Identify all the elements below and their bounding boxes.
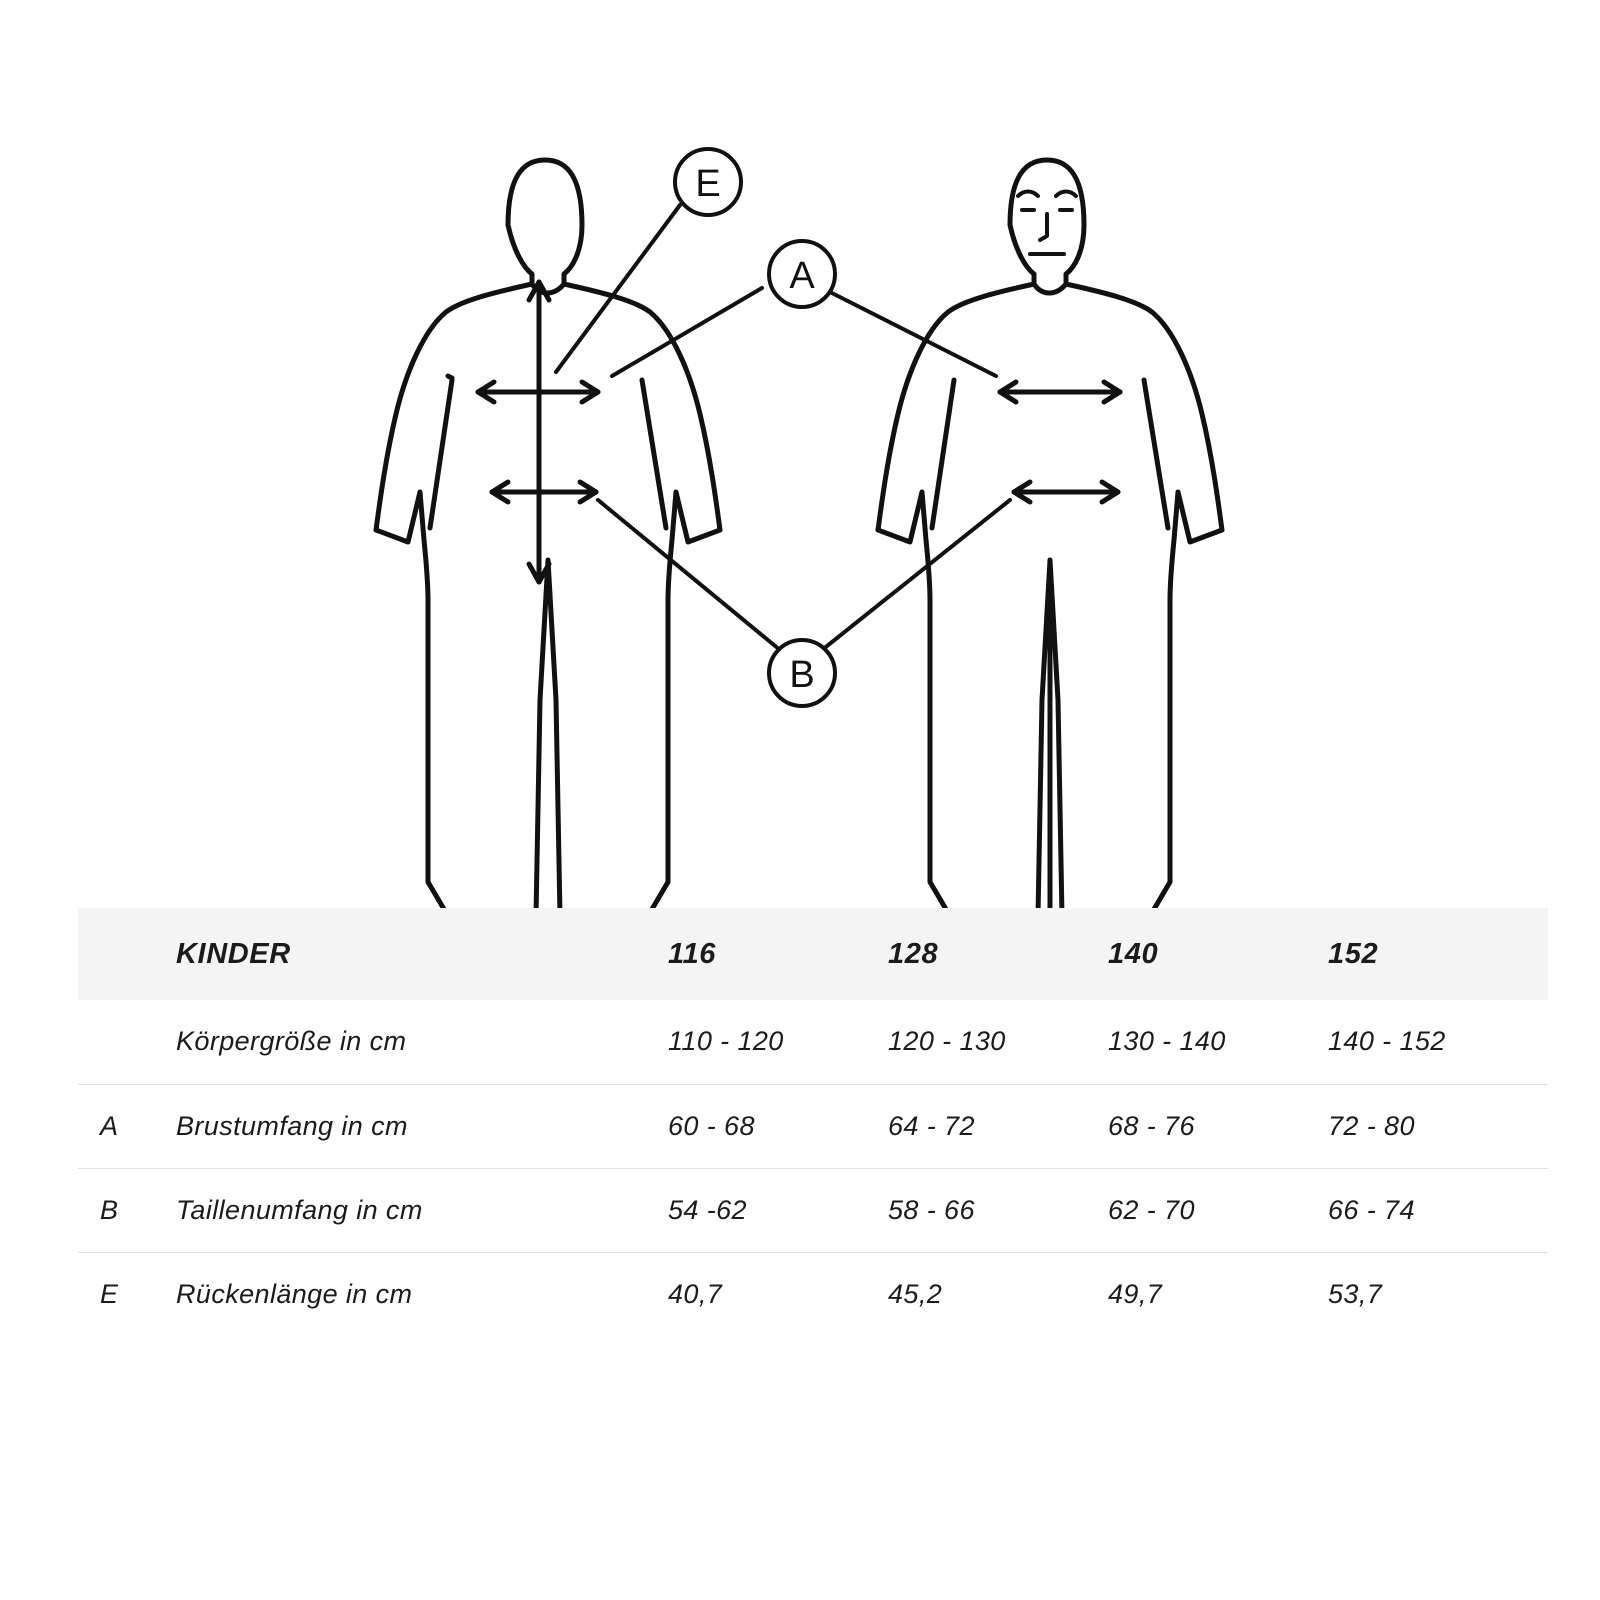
row-description: Brustumfang in cm <box>176 1110 408 1141</box>
row-value-152: 53,7 <box>1328 1278 1383 1309</box>
row-value-152: 66 - 74 <box>1328 1194 1415 1225</box>
row-value-152: 72 - 80 <box>1328 1110 1415 1141</box>
table-row <box>78 1084 1548 1168</box>
eyebrow-right-icon <box>1056 192 1076 197</box>
header-size-140: 140 <box>1108 937 1159 970</box>
row-code: B <box>100 1194 119 1225</box>
row-value-140: 68 - 76 <box>1108 1110 1195 1141</box>
table-row <box>78 1252 1548 1336</box>
figure-front-view <box>878 160 1222 928</box>
table-header-row <box>78 908 1548 1000</box>
row-description: Taillenumfang in cm <box>176 1194 423 1225</box>
leader-line-b-left <box>598 500 780 650</box>
header-group-label: KINDER <box>176 937 291 970</box>
row-value-152: 140 - 152 <box>1328 1026 1446 1057</box>
row-value-128: 64 - 72 <box>888 1110 975 1141</box>
eyebrow-left-icon <box>1018 192 1038 197</box>
header-size-152: 152 <box>1328 937 1379 970</box>
row-code: A <box>100 1110 119 1141</box>
row-value-116: 40,7 <box>668 1278 723 1309</box>
row-value-116: 54 -62 <box>668 1194 747 1225</box>
row-value-140: 62 - 70 <box>1108 1194 1195 1225</box>
row-value-140: 130 - 140 <box>1108 1026 1226 1057</box>
size-table <box>78 908 1548 1336</box>
row-value-128: 120 - 130 <box>888 1026 1006 1057</box>
row-value-128: 58 - 66 <box>888 1194 975 1225</box>
row-value-116: 60 - 68 <box>668 1110 755 1141</box>
marker-label-b: B <box>789 654 815 696</box>
nose-icon <box>1040 214 1047 240</box>
figure-back-view <box>376 160 720 928</box>
header-size-116: 116 <box>668 937 717 970</box>
row-value-140: 49,7 <box>1108 1278 1163 1309</box>
row-code <box>78 1000 176 1084</box>
header-size-128: 128 <box>888 937 939 970</box>
marker-label-a: A <box>789 255 815 297</box>
row-description: Körpergröße in cm <box>176 1026 407 1057</box>
row-value-128: 45,2 <box>888 1278 943 1309</box>
table-row <box>78 1000 1548 1084</box>
table-row <box>78 1168 1548 1252</box>
header-code-cell <box>78 908 176 1000</box>
row-value-116: 110 - 120 <box>668 1026 784 1057</box>
row-description: Rückenlänge in cm <box>176 1278 413 1309</box>
waist-arrow-right <box>1014 482 1118 502</box>
back-length-arrow <box>529 282 549 582</box>
chest-arrow-right <box>1000 382 1120 402</box>
row-code: E <box>100 1278 119 1309</box>
marker-label-e: E <box>695 163 721 205</box>
waist-arrow-left <box>492 482 596 502</box>
